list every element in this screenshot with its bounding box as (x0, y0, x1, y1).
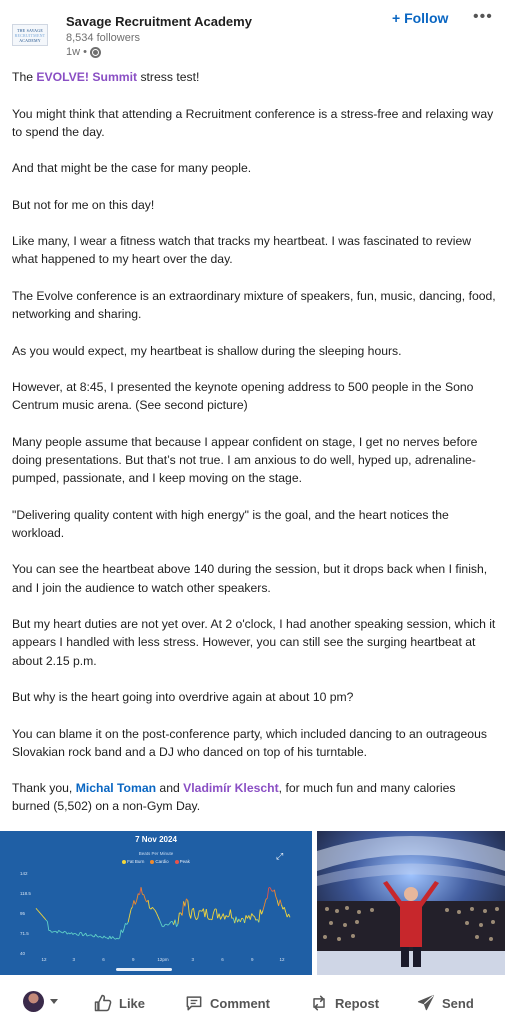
heart-rate-segment (79, 933, 80, 936)
heart-rate-segment (194, 908, 195, 916)
follower-count: 8,534 followers (66, 32, 140, 44)
paragraph-text: Many people assume that because I appear confident on stage, I get no nerves before doing presentations. But that’s not true. I am anxious to do well, hyped up, adrenaline-pumped, passionate, and I keep moving on the stage. (12, 434, 478, 486)
heart-rate-segment (53, 931, 54, 932)
heart-rate-segment (37, 910, 38, 912)
comment-icon (184, 993, 204, 1013)
post-paragraph (12, 68, 496, 86)
heart-rate-segment (177, 924, 178, 927)
heart-rate-segment (97, 936, 98, 937)
heart-rate-segment (118, 938, 119, 939)
post-media (0, 831, 505, 975)
chevron-down-icon (50, 999, 58, 1004)
x-tick-label: 12 (279, 957, 285, 962)
post-paragraph (12, 506, 496, 542)
heart-rate-segment (39, 912, 41, 914)
heart-rate-segment (59, 930, 60, 931)
heart-rate-segment (124, 923, 125, 928)
paragraph-text: The (12, 70, 37, 84)
heart-rate-segment (178, 913, 179, 924)
heart-rate-segment (131, 907, 132, 910)
post-paragraph (12, 433, 496, 488)
heart-rate-segment (216, 909, 217, 918)
heart-rate-segment (81, 933, 82, 936)
post-paragraph (12, 287, 496, 323)
x-tick-label: 9 (131, 957, 135, 962)
y-tick-label: 71.5 (20, 931, 29, 936)
send-button[interactable] (416, 993, 474, 1013)
meta-separator: • (83, 46, 87, 58)
heart-rate-segment (195, 917, 196, 920)
paragraph-text: But my heart duties are not yet over. At 2 o'clock, I had another speaking session, which it appears I handled with less stress. However, you can still see the surging heartbeat at about 2.15 p.m. (12, 617, 496, 668)
heart-rate-segment (83, 935, 84, 936)
author-name[interactable]: Savage Recruitment Academy (66, 14, 252, 29)
heart-rate-segment (43, 917, 44, 919)
follow-button[interactable]: + Follow (392, 10, 449, 26)
heart-rate-segment (259, 910, 260, 923)
heart-rate-segment (135, 900, 136, 904)
heart-rate-chart-image[interactable] (0, 831, 312, 975)
heart-rate-segment (284, 907, 285, 912)
x-tick-label: 12 (41, 957, 47, 962)
heart-rate-segment (198, 911, 199, 918)
repost-icon (309, 993, 329, 1013)
paragraph-text: You can see the heartbeat above 140 during the session, but it drops back when I finish, and I join the audience to watch other speakers. (12, 562, 488, 595)
heart-rate-segment (252, 914, 253, 916)
paragraph-text: However, at 8:45, I presented the keynote opening address to 500 people in the Sono Centrum music arena. (See second picture) (12, 380, 474, 413)
heart-rate-segment (67, 933, 68, 934)
heart-rate-segment (158, 916, 160, 920)
legend-item (175, 859, 190, 864)
chart-legend (0, 859, 312, 864)
heart-rate-segment (212, 913, 213, 920)
x-tick-label: 6 (221, 957, 224, 962)
heart-rate-segment (36, 908, 37, 910)
heart-rate-segment (100, 936, 101, 937)
avatar (23, 991, 44, 1012)
heart-rate-segment (47, 922, 48, 931)
carousel-scrollbar[interactable] (116, 968, 172, 971)
post-paragraph (12, 232, 496, 268)
heart-rate-segment (50, 930, 51, 932)
paragraph-text: stress test! (137, 70, 200, 84)
heart-rate-segment (188, 901, 190, 914)
heart-rate-segment (242, 918, 243, 919)
heart-rate-segment (130, 909, 131, 915)
heart-rate-segment (186, 899, 187, 901)
heart-rate-segment (91, 935, 93, 937)
repost-button[interactable] (309, 993, 379, 1013)
heart-rate-segment (182, 901, 183, 915)
x-tick-label: 6 (102, 957, 105, 962)
y-tick-label: 142 (20, 871, 28, 876)
heart-rate-segment (116, 938, 117, 939)
repost-label: Repost (335, 995, 380, 1011)
heart-rate-segment (236, 917, 237, 923)
heart-rate-segment (98, 936, 100, 937)
expand-icon[interactable]: ⤢ (276, 851, 284, 861)
logo-line-3: ACADEMY (19, 37, 41, 43)
heart-rate-segment (160, 920, 161, 923)
heart-rate-segment (114, 938, 116, 939)
heart-rate-segment (276, 897, 277, 901)
y-tick-label: 118.5 (20, 891, 31, 896)
post-paragraph (12, 196, 496, 214)
post-age: 1w (66, 46, 81, 58)
heart-rate-segment (219, 914, 220, 920)
reaction-account-switcher[interactable] (23, 991, 58, 1012)
heart-rate-segment (123, 929, 124, 933)
heart-rate-segment (230, 910, 231, 919)
post-paragraph (12, 378, 496, 414)
heart-rate-segment (228, 916, 229, 917)
heart-rate-segment (127, 922, 128, 924)
heart-rate-segment (141, 887, 142, 894)
heart-rate-segment (255, 917, 256, 921)
heart-rate-segment (223, 914, 224, 920)
heart-rate-segment (63, 931, 64, 933)
heart-rate-segment (226, 915, 228, 917)
like-label: Like (119, 995, 146, 1011)
heart-rate-segment (270, 888, 272, 891)
paragraph-text: The Evolve conference is an extraordinary mixture of speakers, fun, music, dancing, food, networking and sharing. (12, 288, 496, 322)
heart-rate-segment (46, 920, 48, 922)
hashtag-link[interactable]: Vladimír Klescht (183, 781, 279, 796)
mention-link[interactable]: Michal Toman (75, 781, 157, 796)
heart-rate-segment (69, 933, 71, 934)
heart-rate-segment (120, 930, 121, 938)
heart-rate-segment (86, 933, 87, 936)
heart-rate-segment (282, 905, 283, 909)
heart-rate-segment (40, 913, 41, 915)
post-body (12, 68, 496, 834)
x-tick-label: 3 (191, 957, 195, 962)
paragraph-text: Thank you, (12, 781, 76, 796)
logo-line-2: RECRUITMENT (14, 32, 46, 38)
heart-rate-segment (191, 910, 192, 919)
heart-rate-segment (286, 912, 288, 917)
post-actions (0, 978, 505, 1024)
stage-photo-art (317, 831, 505, 975)
paragraph-text: "Delivering quality content with high energy" is the goal, and the heart notices the workload. (12, 507, 449, 540)
heart-rate-segment (117, 938, 118, 939)
legend-item (150, 859, 168, 864)
globe-icon (90, 47, 101, 58)
paragraph-text: And that might be the case for many people. (12, 161, 252, 176)
chart-title: 7 Nov 2024 (135, 835, 177, 844)
heart-rate-segment (60, 932, 61, 933)
heart-rate-segment (42, 915, 43, 917)
paragraph-text: But not for me on this day! (12, 197, 155, 212)
heart-rate-segment (267, 888, 268, 899)
heart-rate-segment (240, 918, 242, 922)
paragraph-text: , for much fun and many calories burned (5,502) on a non-Gym Day. (12, 781, 456, 814)
heart-rate-segment (274, 890, 275, 897)
heart-rate-segment (245, 915, 246, 923)
x-tick-label: 3 (72, 957, 76, 962)
post-paragraph (12, 615, 496, 670)
legend-label: Fat Burn (127, 859, 145, 864)
post-paragraph (12, 560, 496, 596)
paragraph-text: But why is the heart going into overdrive again at about 10 pm? (12, 690, 354, 705)
heart-rate-segment (164, 924, 165, 926)
heart-rate-segment (250, 914, 251, 920)
heart-rate-segment (57, 930, 58, 933)
post-paragraph (12, 688, 496, 706)
heart-rate-segment (208, 918, 209, 920)
legend-item (122, 859, 144, 864)
heart-rate-segment (253, 916, 254, 917)
send-icon (416, 993, 436, 1013)
y-tick-label: 95 (20, 911, 26, 916)
heart-rate-segment (209, 919, 210, 920)
heart-rate-segment (263, 905, 265, 910)
heart-rate-segment (155, 911, 156, 914)
paragraph-text: As you would expect, my heartbeat is shallow during the sleeping hours. (12, 343, 402, 358)
like-button[interactable] (93, 993, 145, 1013)
heart-rate-segment (213, 909, 214, 913)
x-tick-label: 12pm (157, 957, 169, 962)
heart-rate-segment (157, 913, 158, 916)
post-header (0, 0, 505, 66)
post-paragraph (12, 779, 496, 815)
heart-rate-segment (265, 899, 266, 904)
heart-rate-segment (225, 915, 226, 919)
heart-rate-segment (168, 924, 169, 925)
heart-rate-segment (279, 900, 281, 906)
heart-rate-segment (152, 907, 153, 909)
y-tick-label: 40 (20, 951, 26, 956)
heart-rate-segment (128, 915, 130, 922)
post-paragraph (12, 725, 496, 761)
heart-rate-segment (266, 898, 267, 899)
paragraph-text: and (156, 781, 184, 796)
legend-swatch (150, 860, 154, 864)
heart-rate-segment (73, 933, 74, 934)
heart-rate-segment (87, 935, 88, 936)
heart-rate-segment (169, 922, 170, 924)
heart-rate-segment (133, 900, 134, 906)
heart-rate-segment (144, 895, 146, 900)
heart-rate-segment (137, 894, 139, 901)
more-options-icon[interactable]: ••• (473, 8, 493, 25)
heart-rate-segment (154, 909, 155, 911)
heart-rate-segment (104, 936, 105, 938)
heart-rate-segment (289, 914, 290, 917)
heart-rate-segment (262, 910, 263, 914)
stage-photo[interactable] (317, 831, 505, 975)
heart-rate-segment (45, 918, 46, 920)
paragraph-text: You might think that attending a Recruitment conference is a stress-free and relaxing way to spend the day. (12, 106, 494, 139)
heart-rate-segment (113, 937, 114, 939)
heart-rate-segment (175, 920, 176, 927)
legend-swatch (122, 860, 126, 864)
paragraph-text: Like many, I wear a fitness watch that tracks my heartbeat. I was fascinated to review what happened to my heart over the day. (12, 234, 472, 267)
post-meta (66, 46, 101, 58)
post-paragraph (12, 105, 496, 141)
send-label: Send (442, 995, 474, 1011)
comment-label: Comment (210, 995, 270, 1011)
company-logo[interactable] (12, 24, 48, 46)
heart-rate-segment (64, 931, 65, 932)
heart-rate-segment (196, 918, 198, 920)
comment-button[interactable] (184, 993, 270, 1013)
legend-label: Peak (179, 859, 190, 864)
heart-rate-segment (221, 916, 222, 919)
heart-rate-segment (161, 923, 162, 926)
legend-label: Cardio (155, 859, 169, 864)
legend-swatch (175, 860, 179, 864)
heart-rate-segment (76, 934, 78, 935)
logo-line-1: THE SAVAGE (17, 27, 43, 33)
post-paragraph (12, 342, 496, 360)
heart-rate-segment (167, 924, 169, 925)
x-tick-label: 9 (250, 957, 254, 962)
post-paragraph (12, 159, 496, 177)
heart-rate-segment (280, 900, 281, 905)
paragraph-text: You can blame it on the post-conference party, which included dancing to an outrageous Slovakian rock band and a DJ who danced on top of his turntable. (12, 726, 487, 759)
heart-rate-segment (185, 899, 186, 907)
hashtag-link[interactable]: EVOLVE! Summit (36, 70, 138, 84)
heart-rate-segment (148, 900, 149, 908)
heart-rate-segment (206, 909, 207, 918)
thumbs-up-icon (93, 993, 113, 1013)
heart-rate-segment (96, 934, 97, 936)
chart-subtitle: Beats Per Minute (138, 851, 174, 856)
